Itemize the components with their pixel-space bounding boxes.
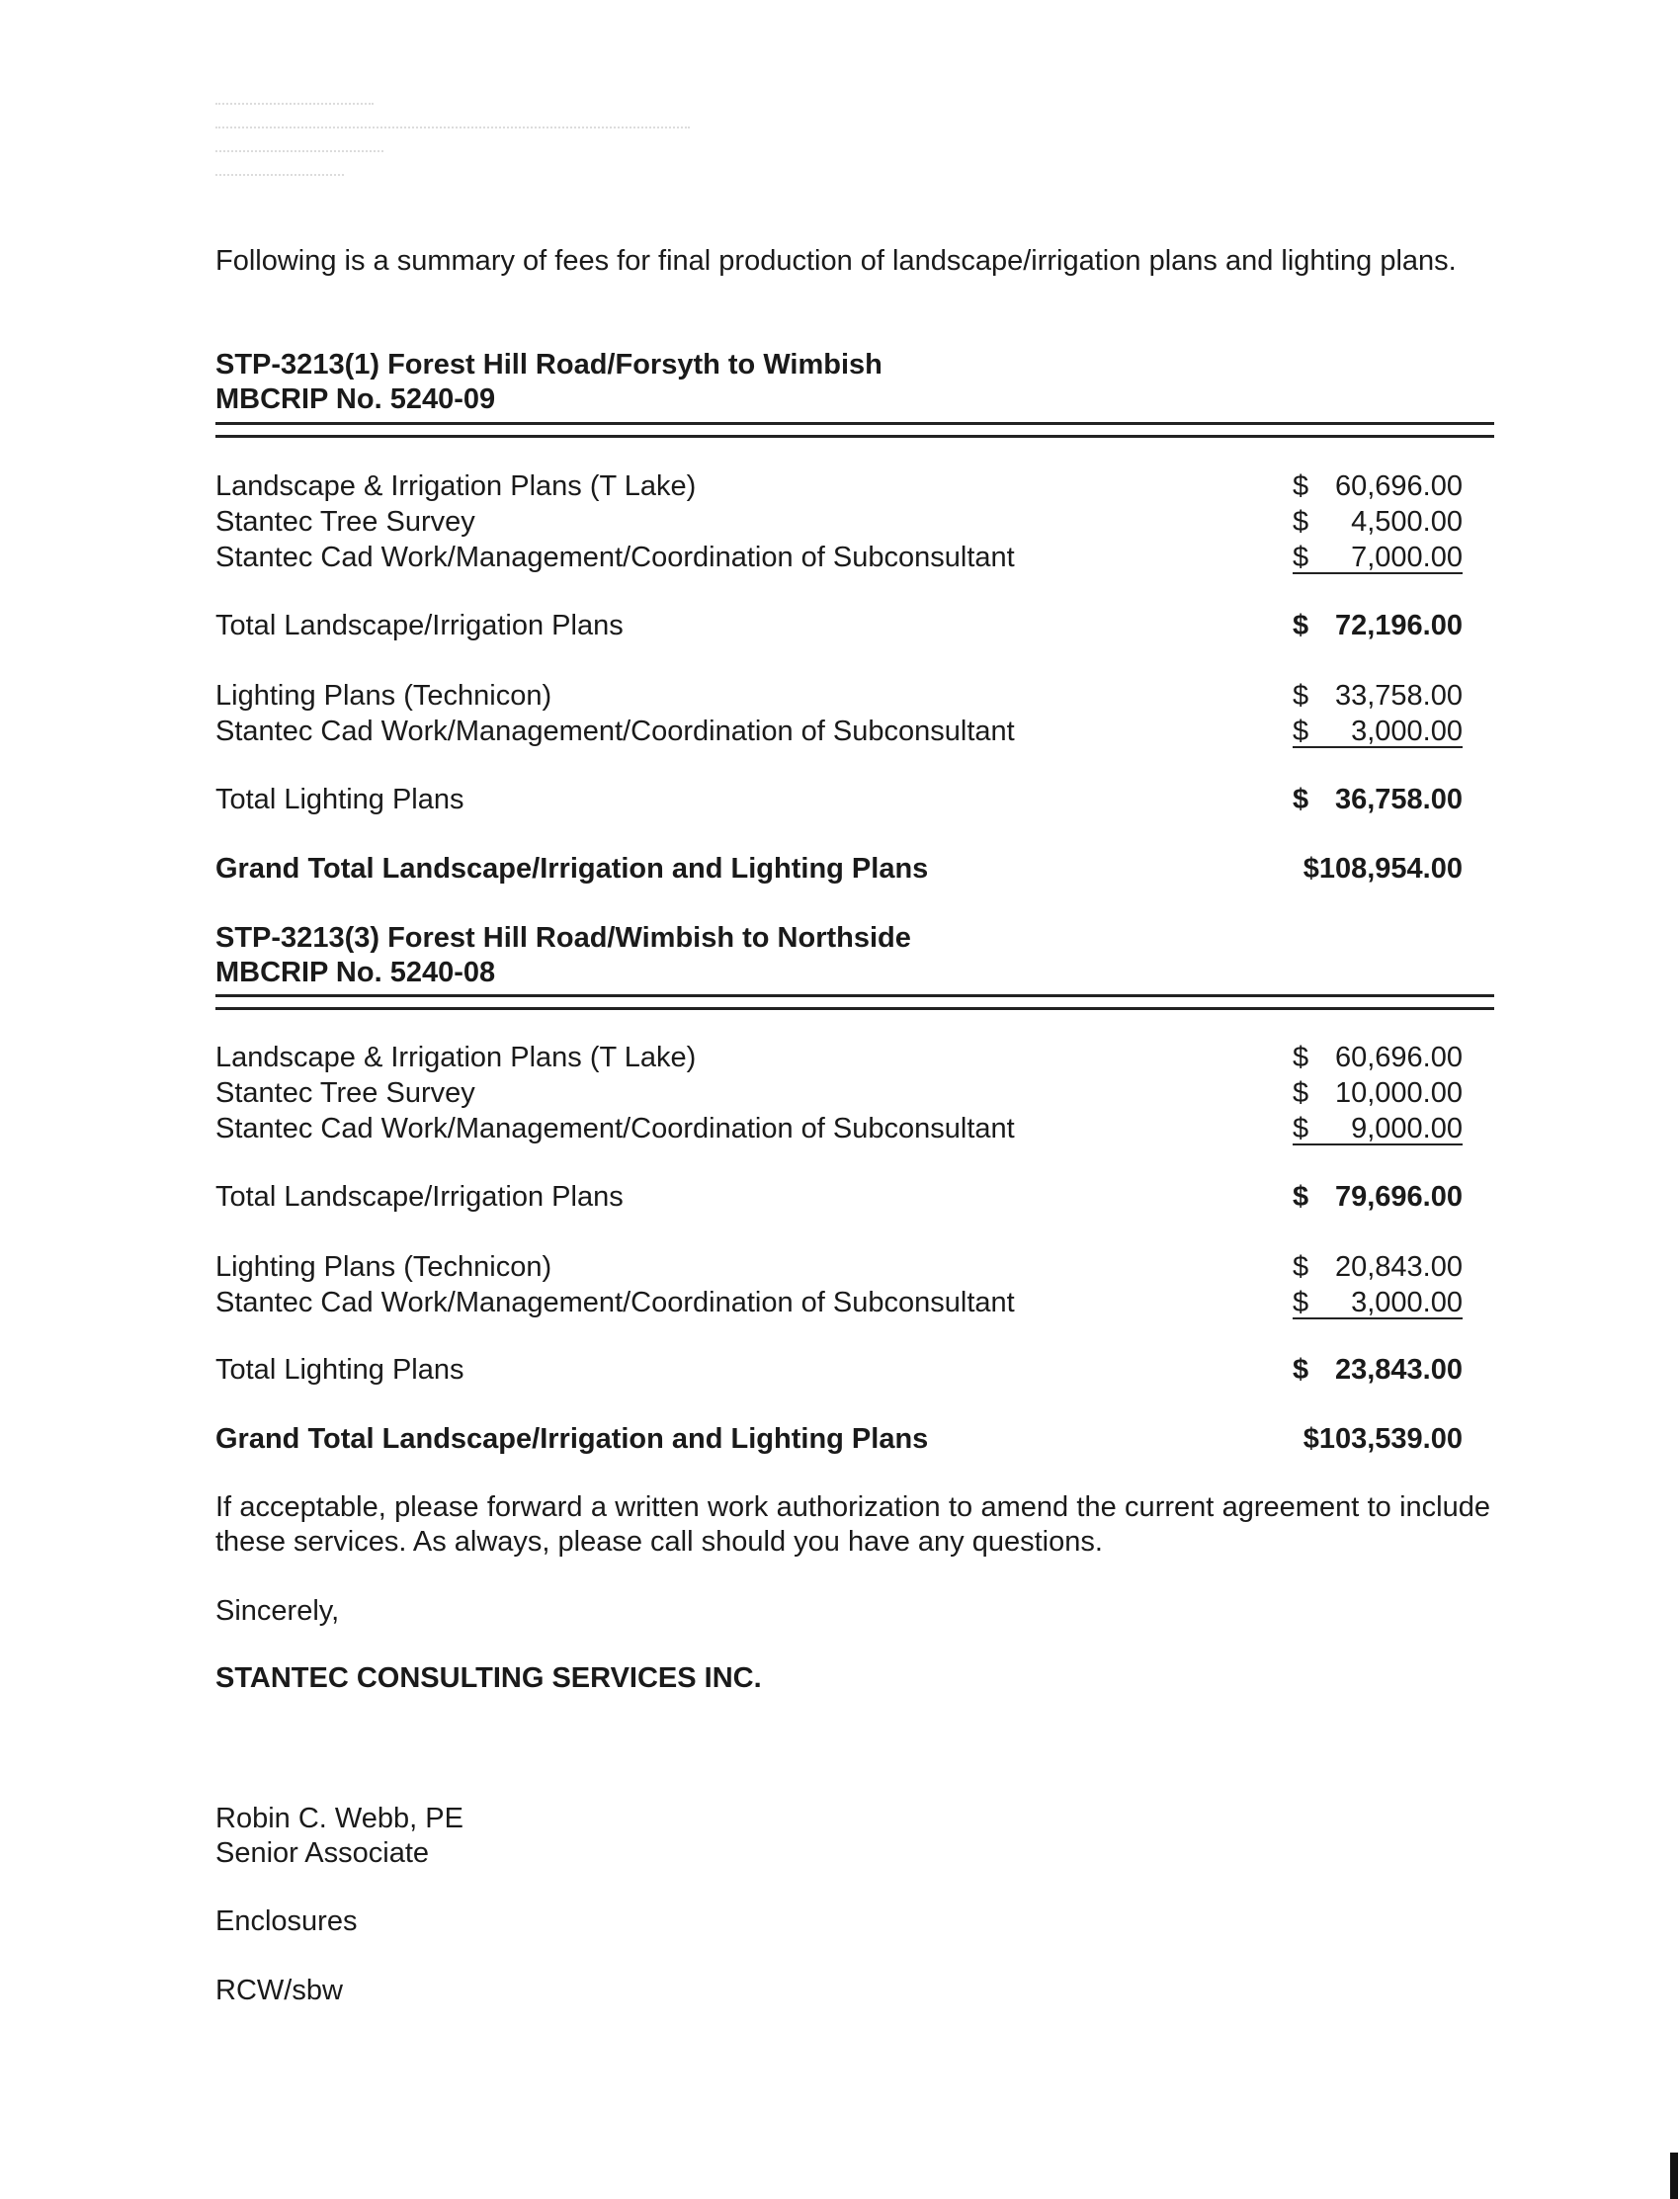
signer-title: Senior Associate [215,1837,430,1869]
s1-lighting-amount: $ 3,000.00 [1293,716,1463,747]
s2-lighting-item: Stantec Cad Work/Management/Coordination of Subconsultant [215,1287,1015,1318]
signer-name: Robin C. Webb, PE [215,1803,463,1834]
salutation: Sincerely, [215,1595,340,1627]
reference-initials: RCW/sbw [215,1975,343,2006]
intro-paragraph: Following is a summary of fees for final production of landscape/irrigation plans and lighting plans. [215,245,1457,277]
s2-landscape-total-label: Total Landscape/Irrigation Plans [215,1181,624,1213]
s1-lighting-item: Stantec Cad Work/Management/Coordination of Subconsultant [215,716,1015,747]
s1-landscape-item: Landscape & Irrigation Plans (T Lake) [215,470,697,502]
s2-lighting-item: Lighting Plans (Technicon) [215,1251,552,1283]
s1-grand-total-label: Grand Total Landscape/Irrigation and Lighting Plans [215,853,929,885]
s2-grand-total-label: Grand Total Landscape/Irrigation and Lighting Plans [215,1423,929,1455]
s1-landscape-amount: $ 7,000.00 [1293,542,1463,573]
enclosures-note: Enclosures [215,1905,358,1937]
section-1-divider [215,422,1494,438]
scan-edge-mark [1670,2153,1678,2199]
s2-grand-total: $103,539.00 [1302,1423,1463,1455]
s2-landscape-amount: $ 9,000.00 [1293,1113,1463,1144]
s1-landscape-item: Stantec Cad Work/Management/Coordination of Subconsultant [215,542,1015,573]
s1-landscape-total-label: Total Landscape/Irrigation Plans [215,610,624,641]
letter-page: Following is a summary of fees for final production of landscape/irrigation plans and lighting plans. STP-3213(1) Forest Hill Road/Forsyth to Wimbish MBCRIP No. 5240-09 Landscape & Irrigation Plans (T Lake) $ 60,696.00 Stantec Tree Survey $ 4,500.00 Stantec Cad Work/Management/Coordination of Subconsultant $ 7,000.00 Total Landscape/Irrigation Plans $ 72,196.00 Lighting Plans (Technicon) $ 33,758.00 Stantec Cad Work/Management/Coordination of Subconsultant $ 3,000.00 Total Lighting Plans $ 36,758.00 Grand Total Landscape/Irrigation and Lighting Plans $108,954.00 STP-3213(3) Forest Hill Road/Wimbish to Northside MBCRIP No. 5240-08 Landscape & Irrigation Plans (T Lake) $ 60,696.00 Stantec Tree Survey $ 10,000.00 Stantec Cad Work/Management/Coordination of Subconsultant $ 9,000.00 Total Landscape/Irrigation Plans $ 79,696.00 Lighting Plans (Technicon) $ 20,843.00 Stantec Cad Work/Management/Coordination of Subconsultant $ 3,000.00 Total Lighting Plans $ 23,843.00 Grand Total Landscape/Irrigation and Lighting Plans $103,539.00 If acceptable, please forward a written work authorization to amend the current agreement to include these services. As always, please call should you have any questions. Sincerely, STANTEC CONSULTING SERVICES INC. Robin C. Webb, PE Senior Associate Enclosures RCW/sbw [0,0,1680,2199]
s2-lighting-total-label: Total Lighting Plans [215,1354,464,1386]
section-1-mbcrip: MBCRIP No. 5240-09 [215,383,496,415]
section-1-title: STP-3213(1) Forest Hill Road/Forsyth to Wimbish [215,349,882,381]
section-2-title: STP-3213(3) Forest Hill Road/Wimbish to Northside [215,922,911,954]
s2-lighting-amount: $ 3,000.00 [1293,1287,1463,1318]
s1-grand-total: $108,954.00 [1302,853,1463,885]
company-name: STANTEC CONSULTING SERVICES INC. [215,1662,762,1694]
closing-paragraph: If acceptable, please forward a written work authorization to amend the current agreement to include these services. As always, please call should you have any questions. [215,1491,1490,1558]
section-2-mbcrip: MBCRIP No. 5240-08 [215,957,496,988]
s1-lighting-total-label: Total Lighting Plans [215,784,464,815]
s2-landscape-item: Stantec Cad Work/Management/Coordination of Subconsultant [215,1113,1015,1144]
s1-lighting-item: Lighting Plans (Technicon) [215,680,552,712]
s2-landscape-item: Stantec Tree Survey [215,1077,475,1109]
faded-header-text [215,91,710,200]
s1-landscape-item: Stantec Tree Survey [215,506,475,538]
section-2-divider [215,994,1494,1010]
s2-landscape-item: Landscape & Irrigation Plans (T Lake) [215,1042,697,1073]
